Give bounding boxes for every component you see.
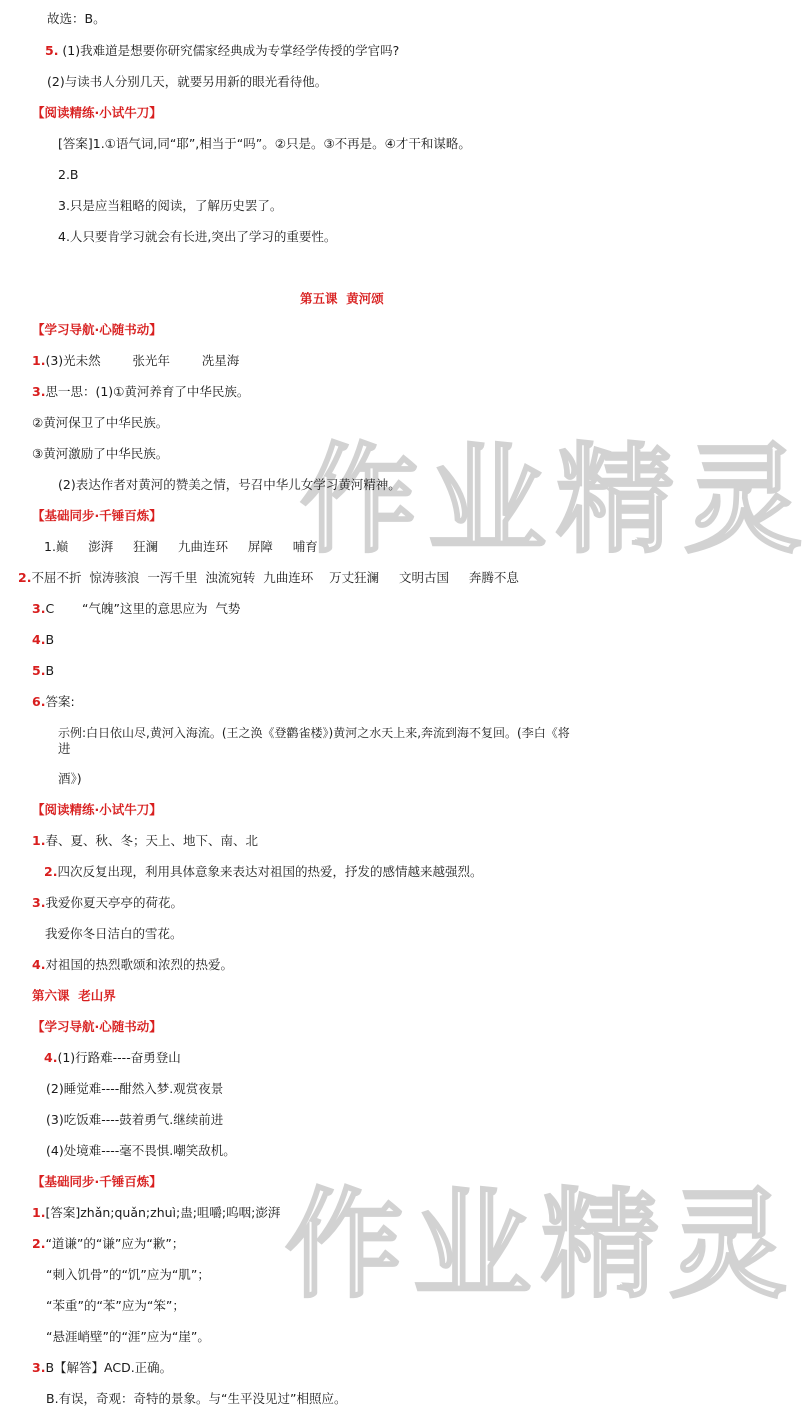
line-text: (1)行路难----奋勇登山 xyxy=(57,1050,181,1065)
line-text: 春、夏、秋、冬；天上、地下、南、北 xyxy=(45,833,258,848)
text-line xyxy=(45,43,399,59)
line-text: 四次反复出现，利用具体意象来表达对祖国的热爱，抒发的感情越来越强烈。 xyxy=(57,864,483,879)
line-text: 答案: xyxy=(45,694,75,709)
line-text: B【解答】ACD.正确。 xyxy=(45,1360,173,1375)
text-line: 我爱你冬日洁白的雪花。 xyxy=(45,926,183,941)
text-line xyxy=(44,1050,181,1066)
text-line xyxy=(32,632,54,648)
item-number: 3. xyxy=(32,895,46,910)
text-line: 酒》) xyxy=(58,771,82,786)
text-line: 2.B xyxy=(58,167,79,182)
line-text: C “气魄”这里的意思应为 气势 xyxy=(45,601,241,616)
line-text: B xyxy=(45,632,55,647)
item-number: 1. xyxy=(32,1205,46,1220)
text-line: B.有误，奇观：奇特的景象。与“生平没见过”相照应。 xyxy=(46,1391,347,1406)
item-number: 3. xyxy=(32,384,46,399)
item-number: 4. xyxy=(32,957,46,972)
text-line: ②黄河保卫了中华民族。 xyxy=(32,415,169,430)
text-line: (2)与读书人分别几天，就要另用新的眼光看待他。 xyxy=(47,74,328,89)
text-line xyxy=(32,1360,172,1376)
watermark-top: 作业精灵 xyxy=(300,431,812,569)
text-line xyxy=(32,957,233,973)
item-number: 3. xyxy=(32,601,46,616)
text-line: ③黄河激励了中华民族。 xyxy=(32,446,169,461)
line-text: (1)我难道是想要你研究儒家经典成为专掌经学传授的学官吗? xyxy=(58,43,400,58)
text-line: 示例:白日依山尽,黄河入海流。(王之涣《登鹳雀楼》)黄河之水天上来,奔流到海不复回。(李白《将 xyxy=(58,726,570,740)
watermark-bottom: 作业精灵 xyxy=(285,1176,798,1314)
line-text: “道谦”的“谦”应为“歉”； xyxy=(45,1236,185,1251)
text-line: (3)吃饭难----鼓着勇气.继续前进 xyxy=(46,1112,224,1127)
text-line xyxy=(32,601,240,617)
text-line xyxy=(32,833,258,849)
item-number: 3. xyxy=(32,1360,46,1375)
text-line: 1.巅 澎湃 狂澜 九曲连环 屏障 哺育 xyxy=(44,539,318,554)
text-line: 故选：B。 xyxy=(47,11,106,26)
text-line: (4)处境难----毫不畏惧.嘲笑敌机。 xyxy=(46,1143,236,1158)
text-line xyxy=(18,570,519,586)
text-line: (2)睡觉难----酣然入梦.观赏夜景 xyxy=(46,1081,224,1096)
line-text: (3)光未然 张光年 冼星海 xyxy=(45,353,240,368)
item-number: 4. xyxy=(32,632,46,647)
item-number: 1. xyxy=(32,353,46,368)
item-number: 6. xyxy=(32,694,46,709)
item-number: 2. xyxy=(44,864,58,879)
line-text: B xyxy=(45,663,55,678)
section-heading: 【基础同步·千锤百炼】 xyxy=(32,1174,162,1189)
text-line xyxy=(32,384,249,400)
text-line xyxy=(32,353,239,369)
text-line xyxy=(32,694,75,710)
text-line: 3.只是应当粗略的阅读，了解历史罢了。 xyxy=(58,198,283,213)
line-text: 不屈不折 惊涛骇浪 一泻千里 浊流宛转 九曲连环 万丈狂澜 文明古国 奔腾不息 xyxy=(31,570,519,585)
line-text: 对祖国的热烈歌颂和浓烈的热爱。 xyxy=(45,957,233,972)
text-line xyxy=(32,663,54,679)
section-heading: 【学习导航·心随书动】 xyxy=(32,322,162,337)
lesson-title: 第五课 黄河颂 xyxy=(300,291,384,306)
text-line xyxy=(32,1236,184,1252)
line-text: [答案]zhǎn;quǎn;zhuì;蛊;咀嚼;呜咽;澎湃 xyxy=(45,1205,281,1220)
section-heading: 【阅读精练·小试牛刀】 xyxy=(32,802,162,817)
line-text: 思一思：(1)①黄河养育了中华民族。 xyxy=(45,384,250,399)
section-heading: 【基础同步·千锤百炼】 xyxy=(32,508,162,523)
item-number: 5. xyxy=(45,43,59,58)
section-heading: 【阅读精练·小试牛刀】 xyxy=(32,105,162,120)
text-line: 进 xyxy=(58,741,71,756)
text-line xyxy=(32,895,183,911)
text-line xyxy=(32,1205,280,1221)
item-number: 4. xyxy=(44,1050,58,1065)
item-number: 2. xyxy=(32,1236,46,1251)
text-line: “刺入饥骨”的“饥”应为“肌”； xyxy=(46,1267,210,1282)
item-number: 5. xyxy=(32,663,46,678)
text-line: 4.人只要肯学习就会有长进,突出了学习的重要性。 xyxy=(58,229,337,244)
line-text: 我爱你夏天亭亭的荷花。 xyxy=(45,895,183,910)
text-line xyxy=(44,864,482,880)
text-line: [答案]1.①语气词,同“耶”,相当于“吗”。②只是。③不再是。④才干和谋略。 xyxy=(58,136,471,151)
text-line: “悬涯峭壁”的“涯”应为“崖”。 xyxy=(46,1329,210,1344)
text-line: (2)表达作者对黄河的赞美之情，号召中华儿女学习黄河精神。 xyxy=(58,477,401,492)
text-line: “苯重”的“苯”应为“笨”； xyxy=(46,1298,185,1313)
section-heading: 【学习导航·心随书动】 xyxy=(32,1019,162,1034)
lesson-title: 第六课 老山界 xyxy=(32,988,116,1003)
item-number: 2. xyxy=(18,570,32,585)
item-number: 1. xyxy=(32,833,46,848)
